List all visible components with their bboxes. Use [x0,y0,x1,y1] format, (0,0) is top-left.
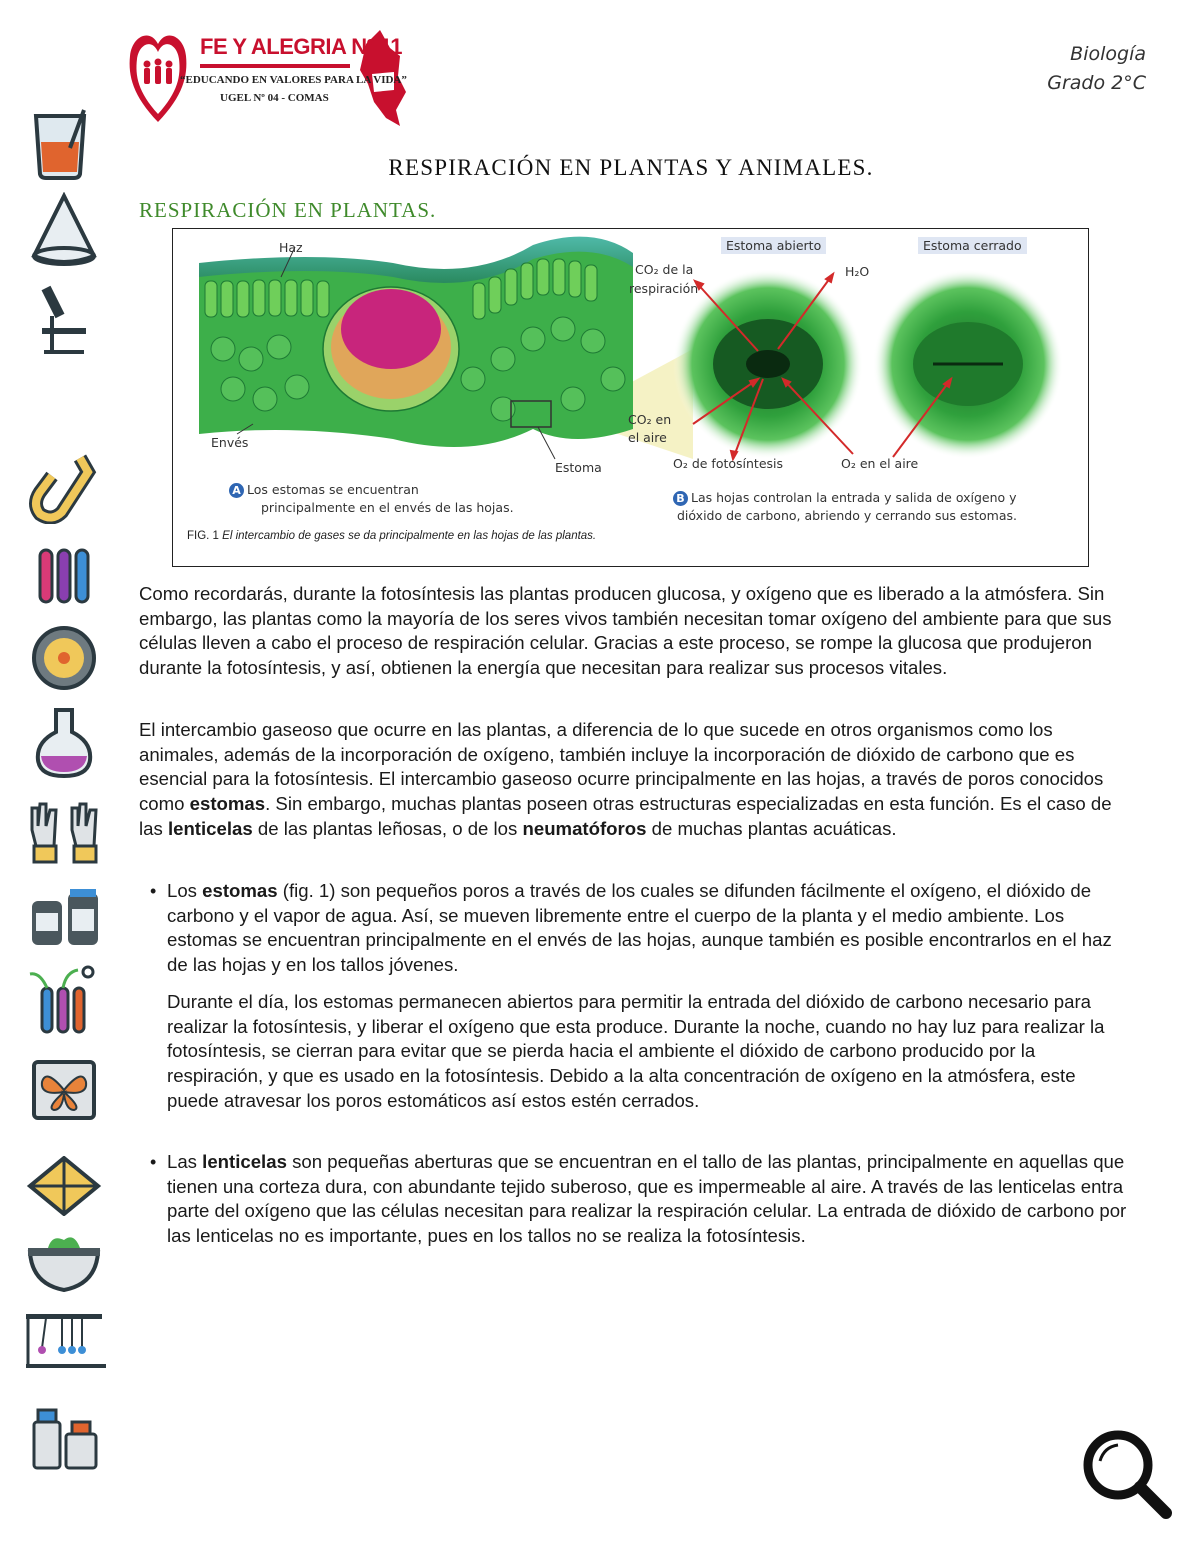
o2-aire-label: O₂ en el aire [841,456,919,471]
co2-aire-label-line1: CO₂ en [628,412,672,427]
bullet-estomas-paragraph-2: Durante el día, los estomas permanecen abiertos para permitir la entrada del dióxido de carbono necesario para realizar la fotosíntesis, y liberar el oxígeno que esta produce. Durante la noche, cuando no hay luz para realizar la fotosíntesis, se cierran para evitar que se pierda hacia el ambiente el dióxido de carbono producido por la respiración, y que es usado en la fotosíntesis. Debido a la alta concentración de oxígeno en la atmósfera, este puede atravesar los poros estomáticos así estos estén cerrados. [167,991,1105,1111]
bullet-estomas [167,879,1127,978]
o2-fotosintesis-label: O₂ de fotosíntesis [673,456,784,471]
section-title: RESPIRACIÓN EN PLANTAS. [139,198,437,222]
bullet-1-text-1: Los [167,880,203,901]
co2-respiracion-label-line1: CO₂ de la [635,262,694,277]
newton-cradle-icon [22,1312,106,1370]
gloves-icon [22,800,106,866]
school-motto: “EDUCANDO EN VALORES PARA LA VIDA” [180,74,407,86]
figure-caption-prefix: FIG. 1 [187,530,219,542]
mortar-icon [22,1228,106,1294]
magnet-icon [22,452,106,524]
co2-aire-label-line2: el aire [628,430,667,445]
note-b-line2: dióxido de carbono, abriendo y cerrando sus estomas. [677,508,1017,523]
term-estomas: estomas [189,793,266,815]
paragraph-2-text-4: de muchas plantas acuáticas. [646,817,897,839]
bottles-icon [22,1404,106,1472]
bullet-2-term: lenticelas [202,1151,287,1172]
radiation-icon [22,625,106,691]
paragraph-2-text-3: de las plantas leñosas, o de los [252,817,523,839]
estoma-abierto-tag: Estoma abierto [721,237,826,254]
paragraph-2-text-2: . Sin embargo, muchas plantas poseen otras estructuras especializadas en esta función. Es el caso de las [139,793,1112,839]
magnifier-icon [1078,1425,1174,1526]
bullet-lenticelas [167,1150,1127,1249]
school-name: FE Y ALEGRIA Nº 11 [200,34,402,59]
note-a-badge: A [229,483,244,498]
plant-tubes-icon [22,964,106,1036]
paragraph-2 [139,718,1124,842]
h2o-label: H₂O [845,264,870,279]
figure-caption-text: El intercambio de gases se da principalmente en las hojas de las plantas. [222,530,597,542]
jars-icon [22,887,106,949]
page-title: RESPIRACIÓN EN PLANTAS Y ANIMALES. [388,155,874,180]
subject-name: Biología [1070,43,1146,65]
enves-label: Envés [211,435,249,450]
leaf-stomata-figure [172,228,1089,567]
paragraph-2-text-1: El intercambio gaseoso que ocurre en las plantas, a diferencia de lo que sucede en otros organismos como los animales, además de la incorporación de oxígeno, también incluye la incorporación de dióxido de carbono que es esencial para la fotosíntesis. El intercambio gaseoso ocurre principalmente en las hojas, a través de poros conocidos como [139,719,1104,815]
bullet-1-term: estomas [202,880,278,901]
note-b-badge: B [673,491,688,506]
term-lenticelas: lenticelas [167,817,253,839]
butterfly-specimen-icon [22,1060,106,1120]
note-a-line1: Los estomas se encuentran [247,482,419,497]
prism-icon [22,1156,106,1216]
note-a [229,481,514,517]
estoma-cerrado-tag: Estoma cerrado [918,237,1027,254]
grade-label: Grado 2°C [1047,72,1146,94]
bullet-1-text-2: (fig. 1) son pequeños poros a través de los cuales se difunden fácilmente el oxígeno, el dióxido de carbono y el vapor de agua. Así, se mueven libremente entre el cuerpo de la planta y el medio ambiente. Los estomas se encuentran principalmente en el envés de las hojas, aunque también es posible encontrarlos en el haz de las hojas y en los tallos jóvenes. [167,880,1112,976]
note-b-line1: Las hojas controlan la entrada y salida de oxígeno y [691,490,1017,505]
co2-respiracion-label-line2: respiración [629,281,699,296]
haz-label: Haz [279,240,303,255]
flask-icon [22,706,106,778]
estoma-label: Estoma [555,460,602,475]
cone-icon [22,192,106,268]
subject-header [1047,40,1146,98]
figure-caption [187,530,596,542]
paragraph-1: Como recordarás, durante la fotosíntesis las plantas producen glucosa, y oxígeno que es liberado a la atmósfera. Sin embargo, las plantas como la mayoría de los seres vivos también necesitan tomar oxígeno del ambiente para que sus células lleven a cabo el proceso de respiración celular. Gracias a este proceso, se rompe la glucosa que produjeron durante la fotosíntesis, y así, obtienen la energía que necesitan para realizar sus procesos vitales. [139,583,1112,679]
school-logo [128,26,408,130]
beaker-icon [22,108,106,180]
bullet-2-dot: • [150,1152,157,1172]
bullet-2-text-2: son pequeñas aberturas que se encuentran en el tallo de las plantas, principalmente en aquellas que tienen una corteza dura, con abundante tejido suberoso, que es impermeable al aire. A través de las lenticelas entra parte del oxígeno que las células necesitan para realizar la respiración celular. La entrada de dióxido de carbono por las lenticelas no es importante, pues en los tallos no se realiza la fotosíntesis. [167,1151,1127,1247]
test-tubes-icon [22,548,106,606]
microscope-icon [22,280,106,356]
note-a-line2: principalmente en el envés de las hojas. [261,500,514,515]
bullet-2-text-1: Las [167,1151,203,1172]
note-b [673,489,1017,525]
term-neumatoforos: neumatóforos [522,817,647,839]
school-name-underline [200,64,350,68]
bullet-1-dot: • [150,881,157,901]
school-ugel: UGEL Nº 04 - COMAS [220,92,329,104]
